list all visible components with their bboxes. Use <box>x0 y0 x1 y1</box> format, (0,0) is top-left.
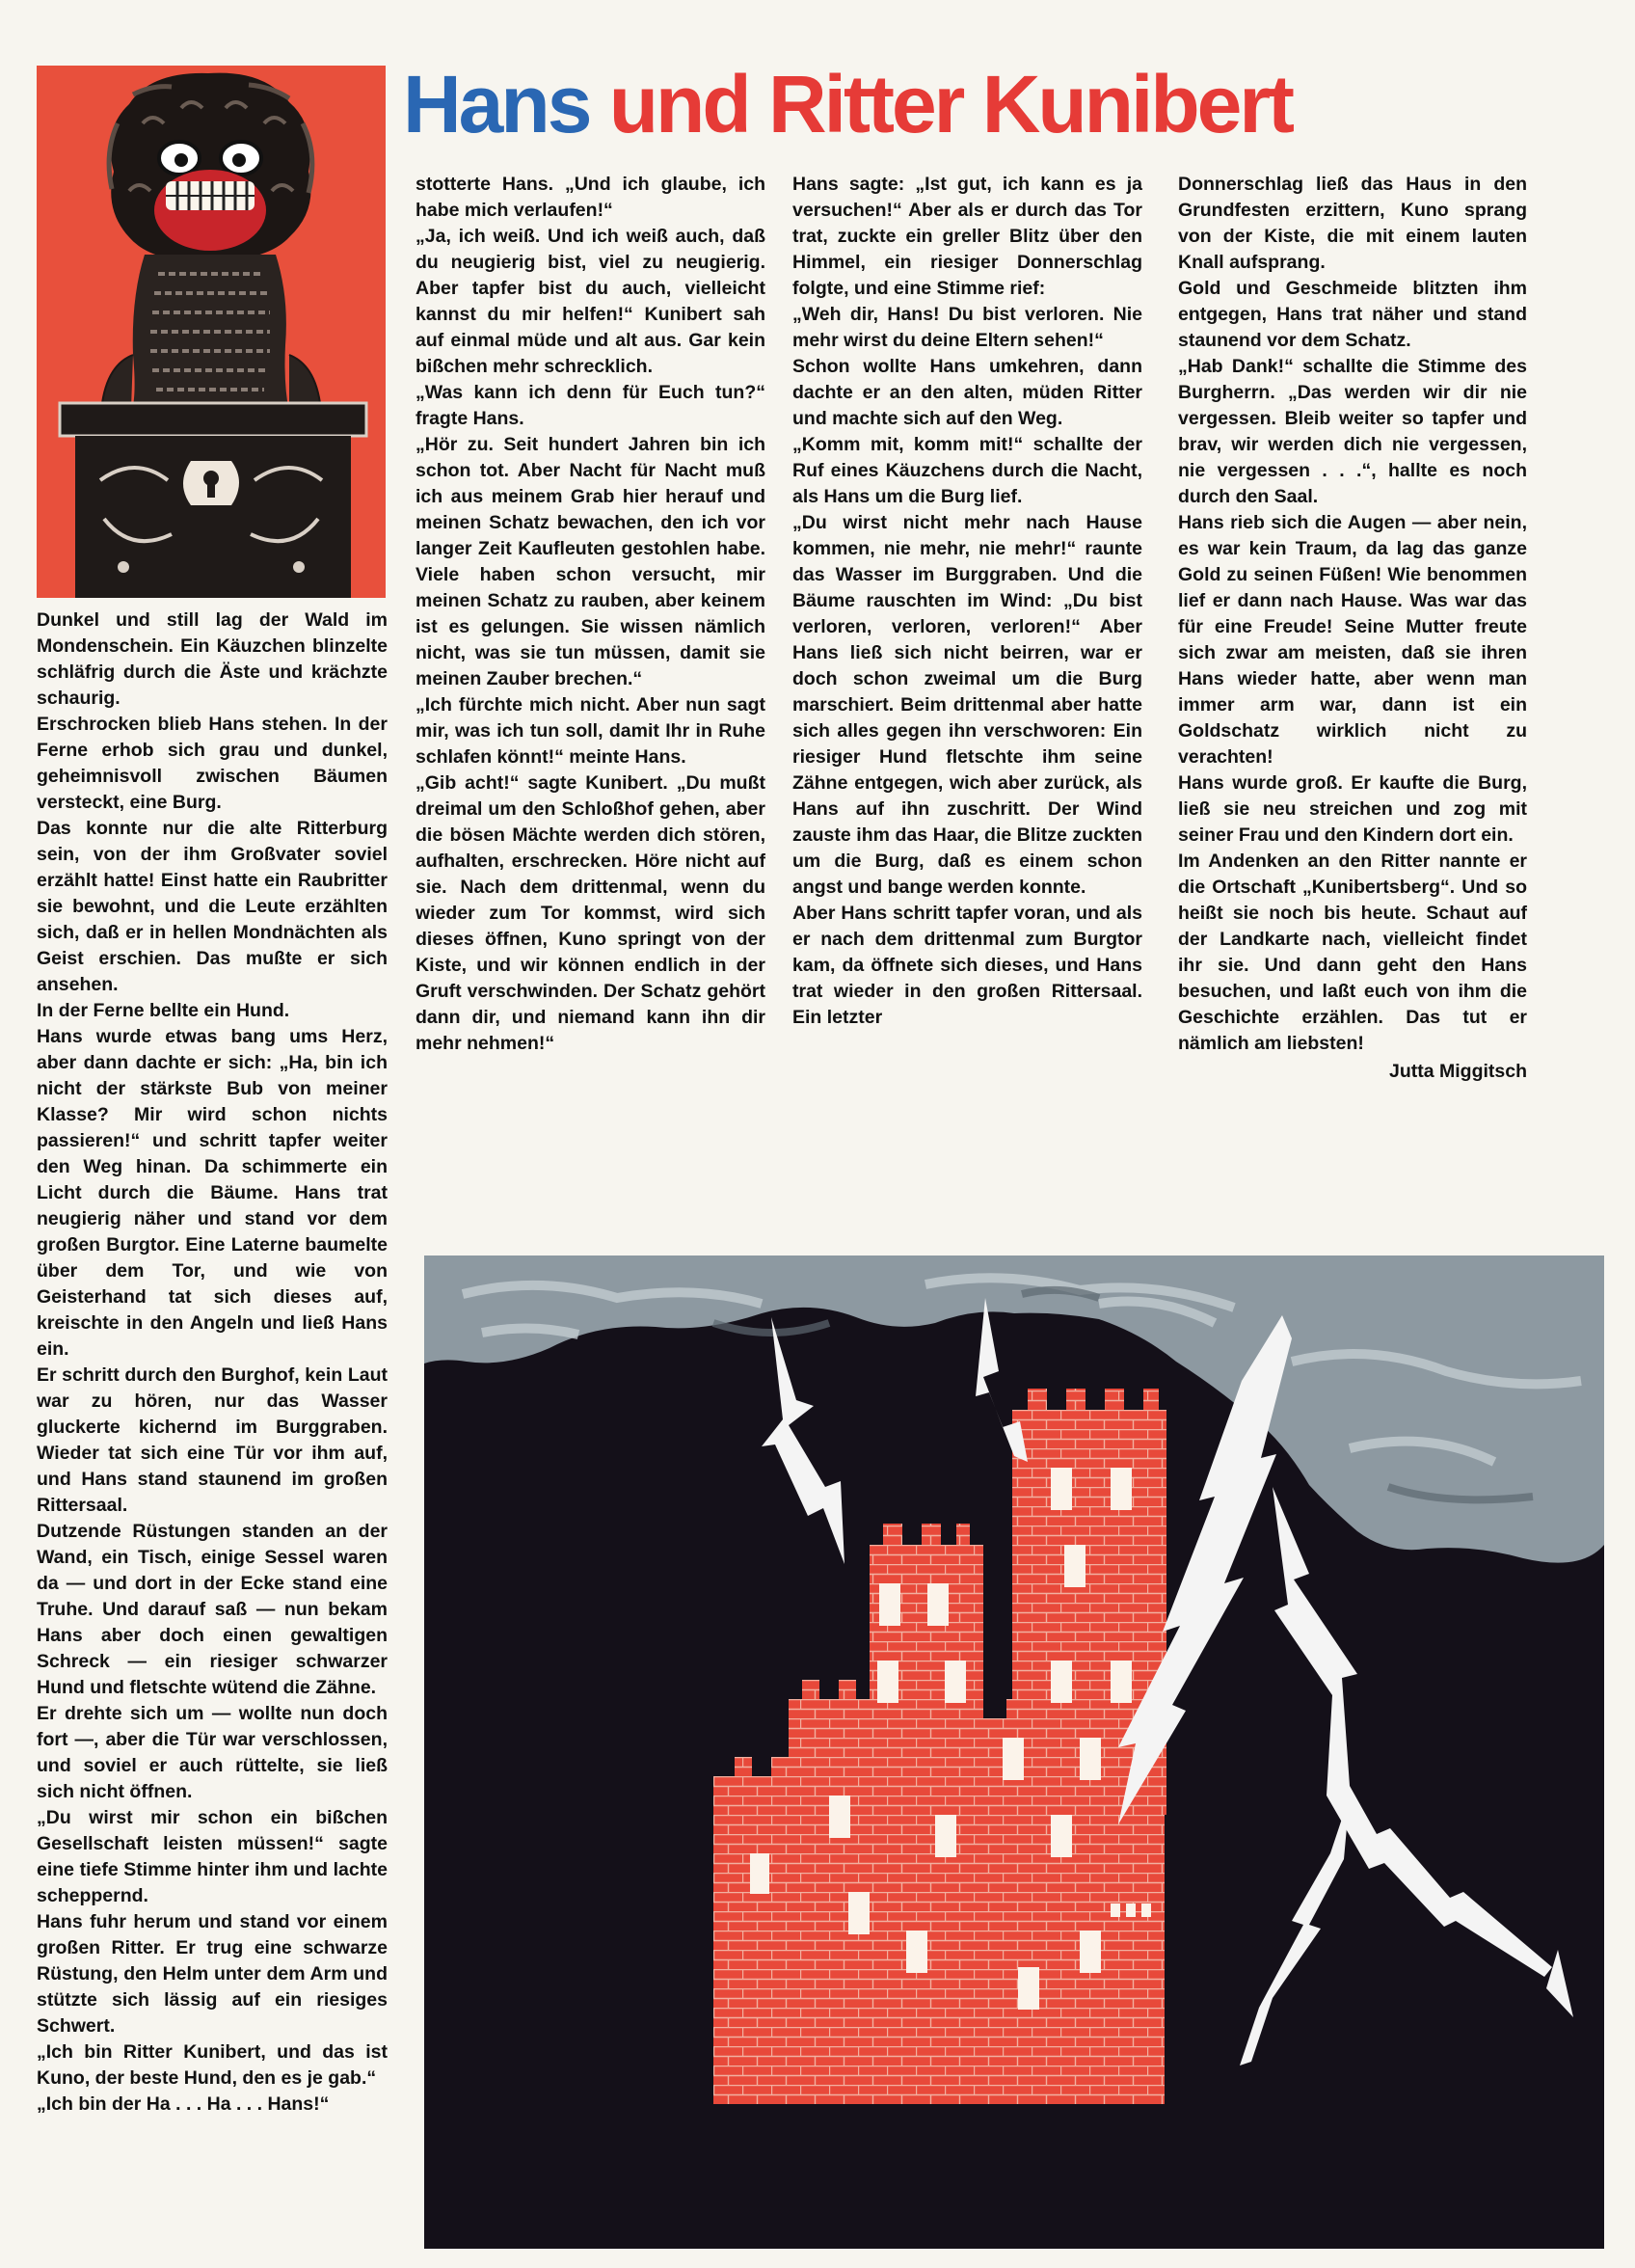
castle-lightning-icon <box>424 1256 1604 2249</box>
story-column-1 <box>37 608 388 2118</box>
story-column-3 <box>792 172 1142 1031</box>
story-column-2 <box>415 172 765 1057</box>
dog-on-chest-icon <box>37 66 386 598</box>
paragraph: Im Andenken an den Ritter nannte er die Ortschaft „Kunibertsberg“. Und so heißt sie noch bis heute. Schaut auf der Landkarte nach, vielleicht findet ihr sie. Und dann geht den Hans besuchen, und laßt euch von ihm die Geschichte erzählen. Das tut er nämlich am liebsten! <box>1178 850 1527 1054</box>
paragraph: „Was kann ich denn für Euch tun?“ fragte Hans. <box>415 382 765 429</box>
paragraph: Hans wurde groß. Er kaufte die Burg, ließ sie neu streichen und zog mit seiner Frau und den Kindern dort ein. <box>1178 772 1527 846</box>
paragraph: Das konnte nur die alte Ritterburg sein, von der ihm Großvater soviel erzählt hatte! Einst hatte ein Raubritter sie bewohnt, und die Leute erzählten sich, daß er in hellen Mondnächten als Geist erschien. Das mußte er sich ansehen. <box>37 818 388 995</box>
paragraph: „Gib acht!“ sagte Kunibert. „Du mußt dreimal um den Schloßhof gehen, aber die bösen Mächte werden dich stören, aufhalten, erschrecken. Höre nicht auf sie. Nach dem drittenmal, wenn du wieder zum Tor kommst, wird sich dieses öffnen, Kuno springt von der Kiste, und wir können endlich in der Gruft verschwinden. Der Schatz gehört dann dir, und niemand kann ihn dir mehr nehmen!“ <box>415 772 765 1054</box>
paragraph: „Du wirst nicht mehr nach Hause kommen, nie mehr, nie mehr!“ raunte das Wasser im Burggraben. Und die Bäume rauschten im Wind: „Du bist verloren, verloren, verloren!“ Aber Hans ließ sich nicht beirren, war er doch schon zweimal um die Burg marschiert. Beim drittenmal aber hatte sich alles gegen ihn verschworen: Ein riesiger Hund fletschte ihm seine Zähne entgegen, wich aber zurück, als Hans auf ihn zuschritt. Der Wind zauste ihm das Haar, die Blitze zuckten um die Burg, daß es einem schon angst und bange werden konnte. <box>792 512 1142 898</box>
paragraph: Aber Hans schritt tapfer voran, und als er nach dem drittenmal zum Burgtor kam, da öffnete sich dieses, und Hans trat wieder in den großen Rittersaal. Ein letzter <box>792 903 1142 1028</box>
paragraph: „Ich bin Ritter Kunibert, und das ist Kuno, der beste Hund, den es je gab.“ <box>37 2041 388 2089</box>
paragraph: „Hab Dank!“ schallte die Stimme des Burgherrn. „Das werden wir dir nie vergessen. Bleib weiter so tapfer und brav, wir werden dich nie vergessen, nie vergessen . . .“, hallte es noch durch den Saal. <box>1178 356 1527 507</box>
page-title <box>403 56 1608 152</box>
paragraph: Hans fuhr herum und stand vor einem großen Ritter. Er trug eine schwarze Rüstung, den Helm unter dem Arm und stützte sich lässig auf ein riesiges Schwert. <box>37 1911 388 2037</box>
paragraph: In der Ferne bellte ein Hund. <box>37 1000 290 1021</box>
paragraph: „Komm mit, komm mit!“ schallte der Ruf eines Käuzchens durch die Nacht, als Hans um die Burg lief. <box>792 434 1142 507</box>
paragraph: „Weh dir, Hans! Du bist verloren. Nie mehr wirst du deine Eltern sehen!“ <box>792 304 1142 351</box>
paragraph: Dutzende Rüstungen standen an der Wand, ein Tisch, einige Sessel waren da — und dort in der Ecke stand eine Truhe. Und darauf saß — nun bekam Hans aber doch einen gewaltigen Schreck — ein riesiger schwarzer Hund und fletschte wütend die Zähne. <box>37 1521 388 1698</box>
paragraph: „Du wirst mir schon ein bißchen Gesellschaft leisten müssen!“ sagte eine tiefe Stimme hinter ihm und lachte scheppernd. <box>37 1807 388 1906</box>
title-part-hans: Hans <box>403 59 590 149</box>
paragraph: „Hör zu. Seit hundert Jahren bin ich schon tot. Aber Nacht für Nacht muß ich aus meinem Grab hier herauf und meinen Schatz bewachen, den ich vor langer Zeit Kaufleuten gestohlen habe. Viele haben schon versucht, mir meinen Schatz zu rauben, aber keinem ist es gelungen. Sie wissen nämlich nicht, was sie tun müssen, damit sie meinen Zauber brechen.“ <box>415 434 765 689</box>
paragraph: Hans sagte: „Ist gut, ich kann es ja versuchen!“ Aber als er durch das Tor trat, zuckte ein greller Blitz über den Himmel, ein riesiger Donnerschlag folgte, und eine Stimme rief: <box>792 174 1142 299</box>
paragraph: „Ja, ich weiß. Und ich weiß auch, daß du neugierig bist, viel zu neugierig. Aber tapfer bist du auch, vielleicht kannst du mir helfen!“ Kunibert sah auf einmal müde und alt aus. Gar kein bißchen mehr schrecklich. <box>415 226 765 377</box>
title-part-rest: und Ritter Kunibert <box>608 59 1293 149</box>
paragraph: Hans rieb sich die Augen — aber nein, es war kein Traum, da lag das ganze Gold zu seinen Füßen! Wie benommen lief er dann nach Hause. Was war das für eine Freude! Seine Mutter freute sich zwar am meisten, daß sie ihren Hans wieder hatte, aber wenn man immer arm war, dann ist ein Goldschatz wirklich nicht zu verachten! <box>1178 512 1527 768</box>
paragraph: Erschrocken blieb Hans stehen. In der Ferne erhob sich grau und dunkel, geheimnisvoll zwischen Bäumen versteckt, eine Burg. <box>37 714 388 813</box>
paragraph: Dunkel und still lag der Wald im Mondenschein. Ein Käuzchen blinzelte schläfrig durch die Äste und krächzte schaurig. <box>37 609 388 709</box>
paragraph: Er drehte sich um — wollte nun doch fort —, aber die Tür war verschlossen, und soviel er auch rüttelte, sie ließ sich nicht öffnen. <box>37 1703 388 1802</box>
paragraph: „Ich fürchte mich nicht. Aber nun sagt mir, was ich tun soll, damit Ihr in Ruhe schlafen könnt!“ meinte Hans. <box>415 694 765 768</box>
paragraph: „Ich bin der Ha . . . Ha . . . Hans!“ <box>37 2093 330 2115</box>
paragraph: Schon wollte Hans umkehren, dann dachte er an den alten, müden Ritter und machte sich auf den Weg. <box>792 356 1142 429</box>
paragraph: Donnerschlag ließ das Haus in den Grundfesten erzittern, Kuno sprang von der Kiste, die mit einem lauten Knall aufsprang. <box>1178 174 1527 273</box>
paragraph: Hans wurde etwas bang ums Herz, aber dann dachte er sich: „Ha, bin ich nicht der stärkste Bub von meiner Klasse? Mir wird schon nichts passieren!“ und schritt tapfer weiter den Weg hinan. Da schimmerte ein Licht durch die Bäume. Hans trat neugierig näher und stand vor dem großen Burgtor. Eine Laterne baumelte über dem Tor, und wie von Geisterhand tat sich dieses auf, kreischte in den Angeln und ließ Hans ein. <box>37 1026 388 1360</box>
paragraph: Er schritt durch den Burghof, kein Laut war zu hören, nur das Wasser gluckerte kichernd im Burggraben. Wieder tat sich eine Tür vor ihm auf, und Hans stand staunend im großen Rittersaal. <box>37 1364 388 1516</box>
author-name: Jutta Miggitsch <box>1388 1061 1527 1082</box>
paragraph: stotterte Hans. „Und ich glaube, ich habe mich verlaufen!“ <box>415 174 765 221</box>
paragraph: Gold und Geschmeide blitzten ihm entgegen, Hans trat näher und stand staunend vor dem Schatz. <box>1178 278 1527 351</box>
story-column-4 <box>1178 172 1527 1085</box>
